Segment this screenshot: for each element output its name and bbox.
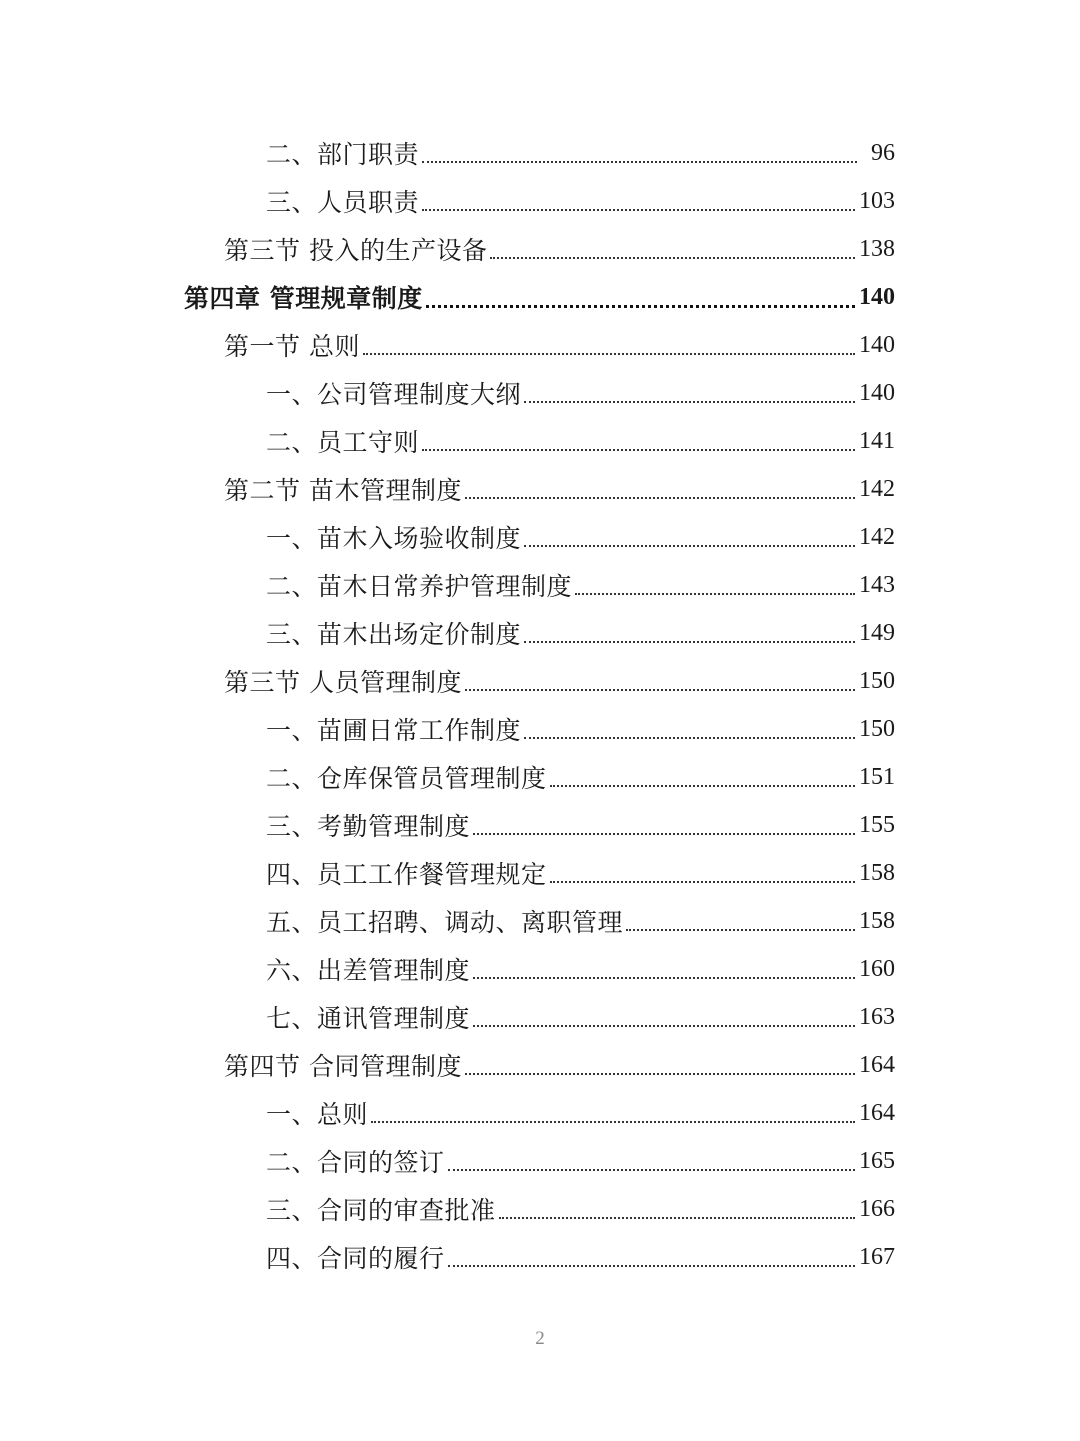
toc-entry-title: 第三节 人员管理制度 xyxy=(224,668,462,697)
toc-entry-title: 三、人员职责 xyxy=(266,188,420,217)
toc-entry-title: 三、合同的审查批准 xyxy=(266,1196,496,1225)
toc-entry[interactable] xyxy=(0,1089,1080,1137)
toc-entry-page: 143 xyxy=(859,571,895,598)
toc-entry-title: 一、总则 xyxy=(266,1100,369,1129)
toc-entry-title: 一、公司管理制度大纲 xyxy=(266,380,522,409)
toc-entry-page: 103 xyxy=(859,187,895,214)
page-number: 2 xyxy=(535,1328,545,1349)
table-of-contents xyxy=(0,129,1080,1281)
toc-entry[interactable] xyxy=(0,369,1080,417)
toc-entry[interactable] xyxy=(0,657,1080,705)
toc-entry-page: 96 xyxy=(871,139,895,166)
toc-entry[interactable] xyxy=(0,1041,1080,1089)
dot-leader xyxy=(422,449,855,451)
toc-entry-page: 164 xyxy=(859,1099,895,1126)
toc-entry[interactable] xyxy=(0,1137,1080,1185)
toc-entry-page: 165 xyxy=(859,1147,895,1174)
toc-entry-title: 二、部门职责 xyxy=(266,140,420,169)
dot-leader xyxy=(473,1025,855,1027)
dot-leader xyxy=(490,257,855,259)
toc-entry-page: 160 xyxy=(859,955,895,982)
toc-entry-title: 七、通讯管理制度 xyxy=(266,1004,471,1033)
dot-leader xyxy=(524,641,855,643)
toc-entry-page: 149 xyxy=(859,619,895,646)
dot-leader xyxy=(626,929,855,931)
toc-entry[interactable] xyxy=(0,129,1080,177)
toc-entry[interactable] xyxy=(0,561,1080,609)
toc-entry-title: 四、合同的履行 xyxy=(266,1244,445,1273)
toc-entry-title: 第四章 管理规章制度 xyxy=(184,284,423,313)
toc-entry[interactable] xyxy=(0,753,1080,801)
toc-entry-page: 166 xyxy=(859,1195,895,1222)
toc-entry-page: 150 xyxy=(859,715,895,742)
toc-entry[interactable] xyxy=(0,897,1080,945)
toc-entry[interactable] xyxy=(0,945,1080,993)
toc-entry-page: 138 xyxy=(859,235,895,262)
toc-entry-page: 158 xyxy=(859,859,895,886)
dot-leader xyxy=(422,161,857,163)
toc-entry-title: 第四节 合同管理制度 xyxy=(224,1052,462,1081)
toc-entry[interactable] xyxy=(0,513,1080,561)
toc-entry-page: 140 xyxy=(859,331,895,358)
toc-entry-page: 167 xyxy=(859,1243,895,1270)
toc-entry-title: 第三节 投入的生产设备 xyxy=(224,236,488,265)
toc-entry-title: 三、考勤管理制度 xyxy=(266,812,471,841)
dot-leader xyxy=(550,881,855,883)
dot-leader xyxy=(363,353,855,355)
toc-entry-title: 六、出差管理制度 xyxy=(266,956,471,985)
toc-entry[interactable] xyxy=(0,417,1080,465)
dot-leader xyxy=(426,305,855,308)
toc-entry-title: 三、苗木出场定价制度 xyxy=(266,620,522,649)
toc-entry-page: 158 xyxy=(859,907,895,934)
dot-leader xyxy=(371,1121,855,1123)
toc-entry[interactable] xyxy=(0,225,1080,273)
toc-entry-title: 五、员工招聘、调动、离职管理 xyxy=(266,908,624,937)
dot-leader xyxy=(499,1217,855,1219)
toc-entry-page: 151 xyxy=(859,763,895,790)
dot-leader xyxy=(524,545,855,547)
toc-entry-title: 二、苗木日常养护管理制度 xyxy=(266,572,573,601)
toc-entry-title: 一、苗木入场验收制度 xyxy=(266,524,522,553)
toc-entry-title: 第一节 总则 xyxy=(224,332,360,361)
toc-entry-title: 一、苗圃日常工作制度 xyxy=(266,716,522,745)
toc-entry-title: 第二节 苗木管理制度 xyxy=(224,476,462,505)
dot-leader xyxy=(524,401,855,403)
dot-leader xyxy=(473,977,855,979)
toc-entry[interactable] xyxy=(0,1233,1080,1281)
dot-leader xyxy=(448,1169,855,1171)
toc-entry[interactable] xyxy=(0,177,1080,225)
toc-entry-title: 四、员工工作餐管理规定 xyxy=(266,860,547,889)
toc-entry-page: 155 xyxy=(859,811,895,838)
toc-entry-page: 140 xyxy=(859,283,895,310)
toc-entry[interactable] xyxy=(0,849,1080,897)
toc-entry-page: 142 xyxy=(859,523,895,550)
toc-entry-page: 150 xyxy=(859,667,895,694)
toc-chapter-entry[interactable] xyxy=(0,273,1080,321)
toc-entry-page: 141 xyxy=(859,427,895,454)
toc-entry[interactable] xyxy=(0,321,1080,369)
dot-leader xyxy=(465,689,855,691)
toc-entry[interactable] xyxy=(0,609,1080,657)
dot-leader xyxy=(550,785,855,787)
toc-entry-page: 140 xyxy=(859,379,895,406)
dot-leader xyxy=(524,737,855,739)
toc-entry-title: 二、员工守则 xyxy=(266,428,420,457)
toc-entry[interactable] xyxy=(0,465,1080,513)
toc-entry-title: 二、仓库保管员管理制度 xyxy=(266,764,547,793)
dot-leader xyxy=(465,1073,855,1075)
dot-leader xyxy=(422,209,855,211)
dot-leader xyxy=(465,497,855,499)
toc-entry[interactable] xyxy=(0,993,1080,1041)
toc-entry[interactable] xyxy=(0,705,1080,753)
dot-leader xyxy=(448,1265,855,1267)
toc-entry[interactable] xyxy=(0,1185,1080,1233)
toc-entry-title: 二、合同的签订 xyxy=(266,1148,445,1177)
toc-entry-page: 142 xyxy=(859,475,895,502)
toc-entry[interactable] xyxy=(0,801,1080,849)
toc-entry-page: 163 xyxy=(859,1003,895,1030)
toc-entry-page: 164 xyxy=(859,1051,895,1078)
dot-leader xyxy=(575,593,855,595)
dot-leader xyxy=(473,833,855,835)
